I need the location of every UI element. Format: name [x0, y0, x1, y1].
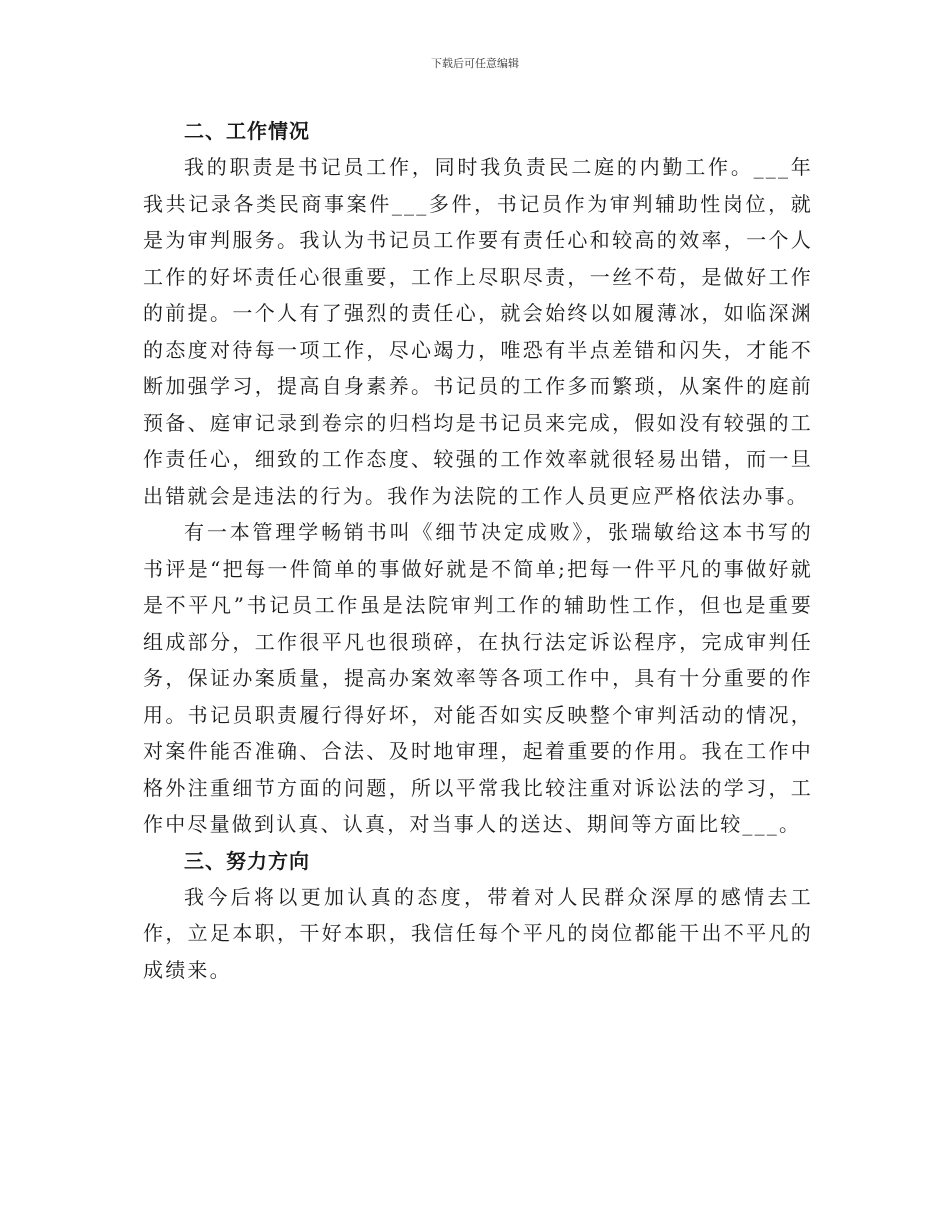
section-heading-work-situation: 二、工作情况	[184, 119, 310, 143]
document-body	[143, 113, 813, 988]
page-header: 下载后可任意编辑	[431, 57, 519, 70]
paragraph-future-direction: 我今后将以更加认真的态度，带着对人民群众深厚的感情去工作，立足本职，干好本职，我信任每个平凡的岗位都能干出不平凡的成绩来。	[143, 884, 813, 982]
paragraph-clerk-duties: 我的职责是书记员工作，同时我负责民二庭的内勤工作。___年我共记录各类民商事案件___多件，书记员作为审判辅助性岗位，就是为审判服务。我认为书记员工作要有责任心和较高的效率，一个人工作的好坏责任心很重要，工作上尽职尽责，一丝不苟，是做好工作的前提。一个人有了强烈的责任心，就会始终以如履薄冰，如临深渊的态度对待每一项工作，尽心竭力，唯恐有半点差错和闪失，才能不断加强学习，提高自身素养。书记员的工作多而繁琐，从案件的庭前预备、庭审记录到卷宗的归档均是书记员来完成，假如没有较强的工作责任心，细致的工作态度、较强的工作效率就很轻易出错，而一旦出错就会是违法的行为。我作为法院的工作人员更应严格依法办事。	[143, 155, 813, 508]
section-heading-direction: 三、努力方向	[184, 848, 310, 873]
paragraph-details-matter: 有一本管理学畅销书叫《细节决定成败》，张瑞敏给这本书写的书评是“把每一件简单的事做好就是不简单;把每一件平凡的事做好就是不平凡”书记员工作虽是法院审判工作的辅助性工作，但也是重要组成部分，工作很平凡也很琐碎，在执行法定诉讼程序，完成审判任务，保证办案质量，提高办案效率等各项工作中，具有十分重要的作用。书记员职责履行得好坏，对能否如实反映整个审判活动的情况，对案件能否准确、合法、及时地审理，起着重要的作用。我在工作中格外注重细节方面的问题，所以平常我比较注重对诉讼法的学习，工作中尽量做到认真、认真，对当事人的送达、期间等方面比较___。	[143, 520, 813, 836]
